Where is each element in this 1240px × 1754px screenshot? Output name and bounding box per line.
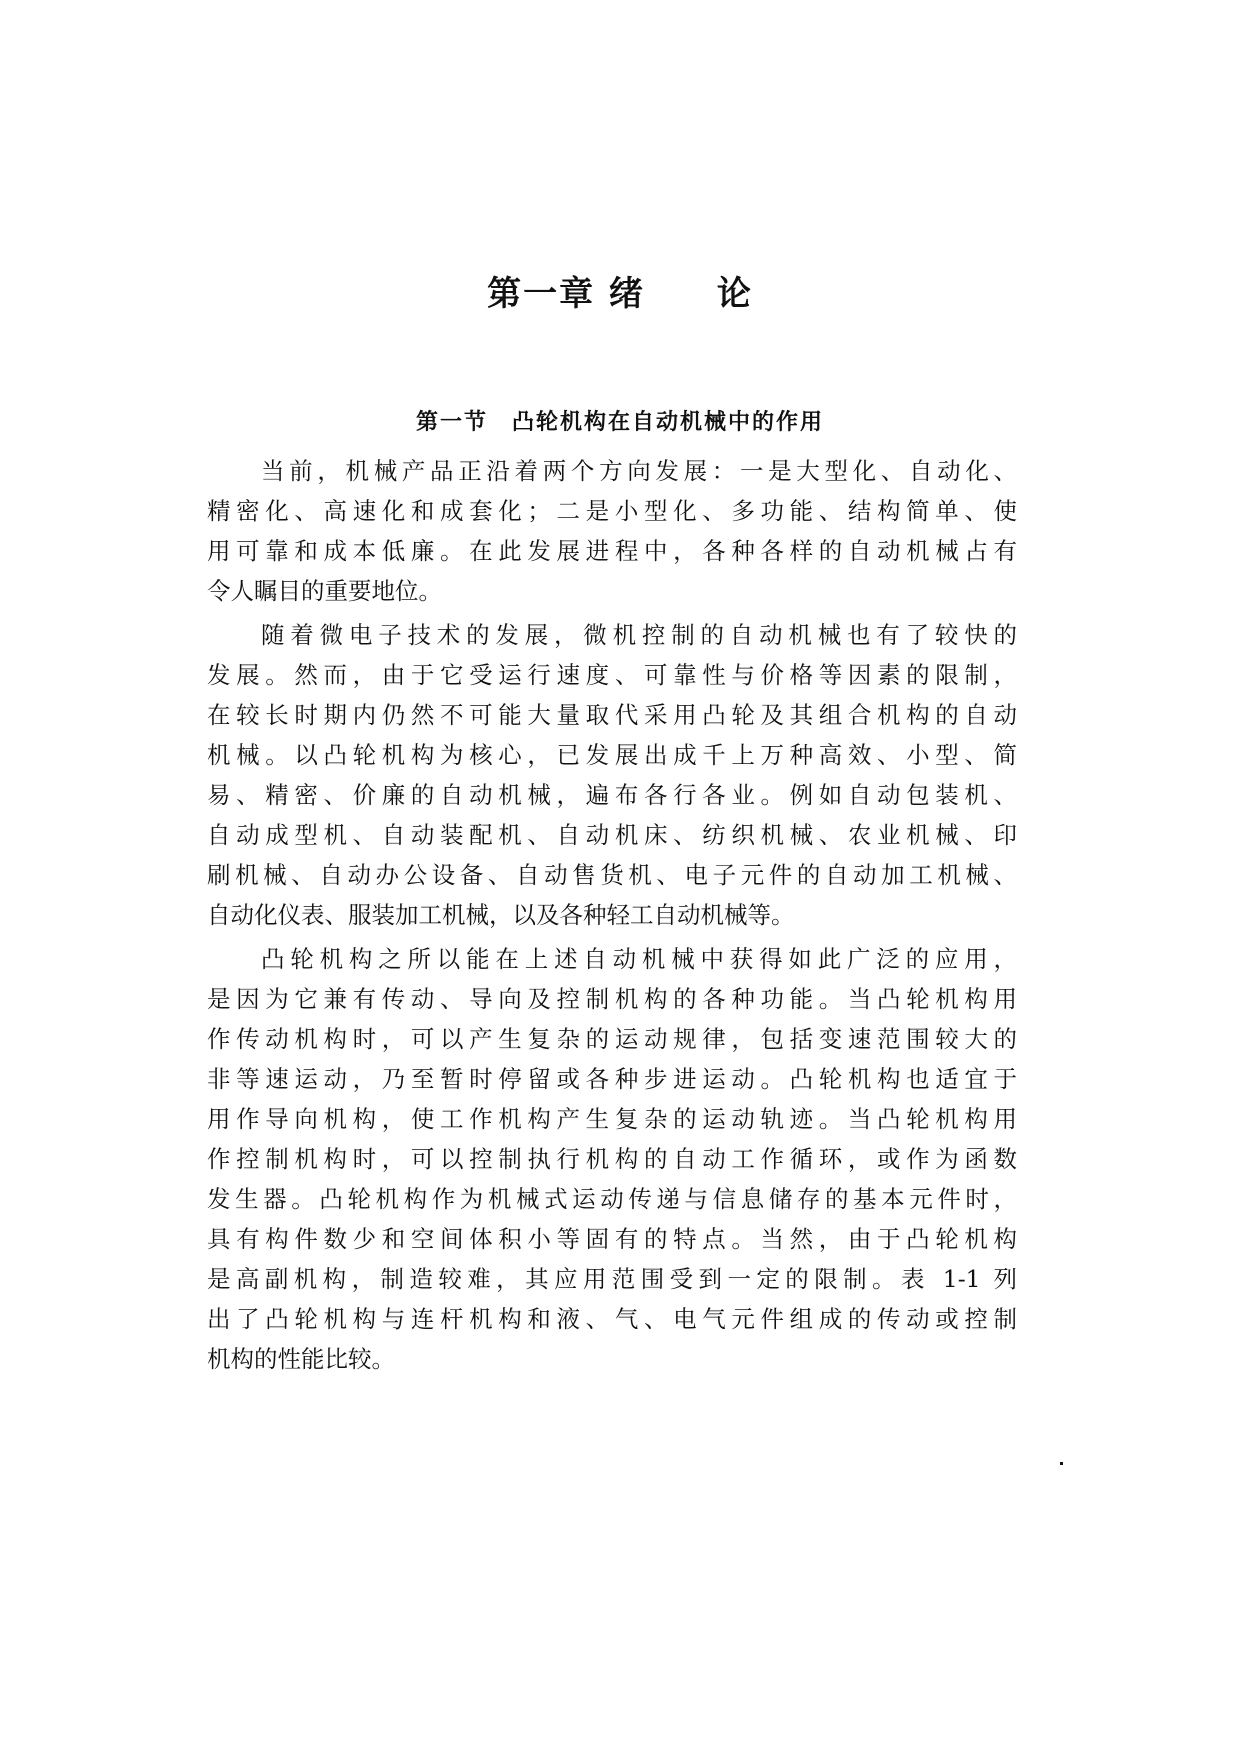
text-line: 用作导向机构，使工作机构产生复杂的运动轨迹。当凸轮机构用 xyxy=(207,1105,1017,1133)
text-line: 作控制机构时，可以控制执行机构的自动工作循环，或作为函数 xyxy=(207,1145,1017,1173)
text-line: 凸轮机构之所以能在上述自动机械中获得如此广泛的应用， xyxy=(261,945,1017,973)
text-line: 发展。然而，由于它受运行速度、可靠性与价格等因素的限制， xyxy=(207,661,1017,689)
text-line: 在较长时期内仍然不可能大量取代采用凸轮及其组合机构的自动 xyxy=(207,701,1017,729)
text-line: 出了凸轮机构与连杆机构和液、气、电气元件组成的传动或控制 xyxy=(207,1305,1017,1333)
text-line: 刷机械、自动办公设备、自动售货机、电子元件的自动加工机械、 xyxy=(207,861,1017,889)
text-line: 易、精密、价廉的自动机械，遍布各行各业。例如自动包装机、 xyxy=(207,781,1017,809)
text-line: 具有构件数少和空间体积小等固有的特点。当然，由于凸轮机构 xyxy=(207,1225,1017,1253)
scan-speck xyxy=(1060,1462,1063,1465)
text-line: 随着微电子技术的发展，微机控制的自动机械也有了较快的 xyxy=(261,621,1017,649)
text-line: 自动成型机、自动装配机、自动机床、纺织机械、农业机械、印 xyxy=(207,821,1017,849)
text-line: 机构的性能比较。 xyxy=(207,1345,395,1373)
text-line: 作传动机构时，可以产生复杂的运动规律，包括变速范围较大的 xyxy=(207,1025,1017,1053)
text-line: 自动化仪表、服装加工机械，以及各种轻工自动机械等。 xyxy=(207,901,795,929)
text-line: 令人瞩目的重要地位。 xyxy=(207,577,442,605)
text-line: 当前，机械产品正沿着两个方向发展：一是大型化、自动化、 xyxy=(261,457,1017,485)
text-line: 用可靠和成本低廉。在此发展进程中，各种各样的自动机械占有 xyxy=(207,537,1017,565)
text-line: 是因为它兼有传动、导向及控制机构的各种功能。当凸轮机构用 xyxy=(207,985,1017,1013)
paragraph-1 xyxy=(207,451,1017,611)
chapter-title: 第一章 绪 论 xyxy=(487,274,753,314)
text-line: 精密化、高速化和成套化；二是小型化、多功能、结构简单、使 xyxy=(207,497,1017,525)
text-line: 是高副机构，制造较难，其应用范围受到一定的限制。表 1-1 列 xyxy=(207,1265,1017,1293)
body-text xyxy=(207,451,1017,1379)
paragraph-3 xyxy=(207,939,1017,1379)
section-title: 第一节 凸轮机构在自动机械中的作用 xyxy=(415,409,824,435)
paragraph-2 xyxy=(207,615,1017,935)
text-line: 机械。以凸轮机构为核心，已发展出成千上万种高效、小型、简 xyxy=(207,741,1017,769)
text-line: 非等速运动，乃至暂时停留或各种步进运动。凸轮机构也适宜于 xyxy=(207,1065,1017,1093)
text-line: 发生器。凸轮机构作为机械式运动传递与信息储存的基本元件时， xyxy=(207,1185,1017,1213)
